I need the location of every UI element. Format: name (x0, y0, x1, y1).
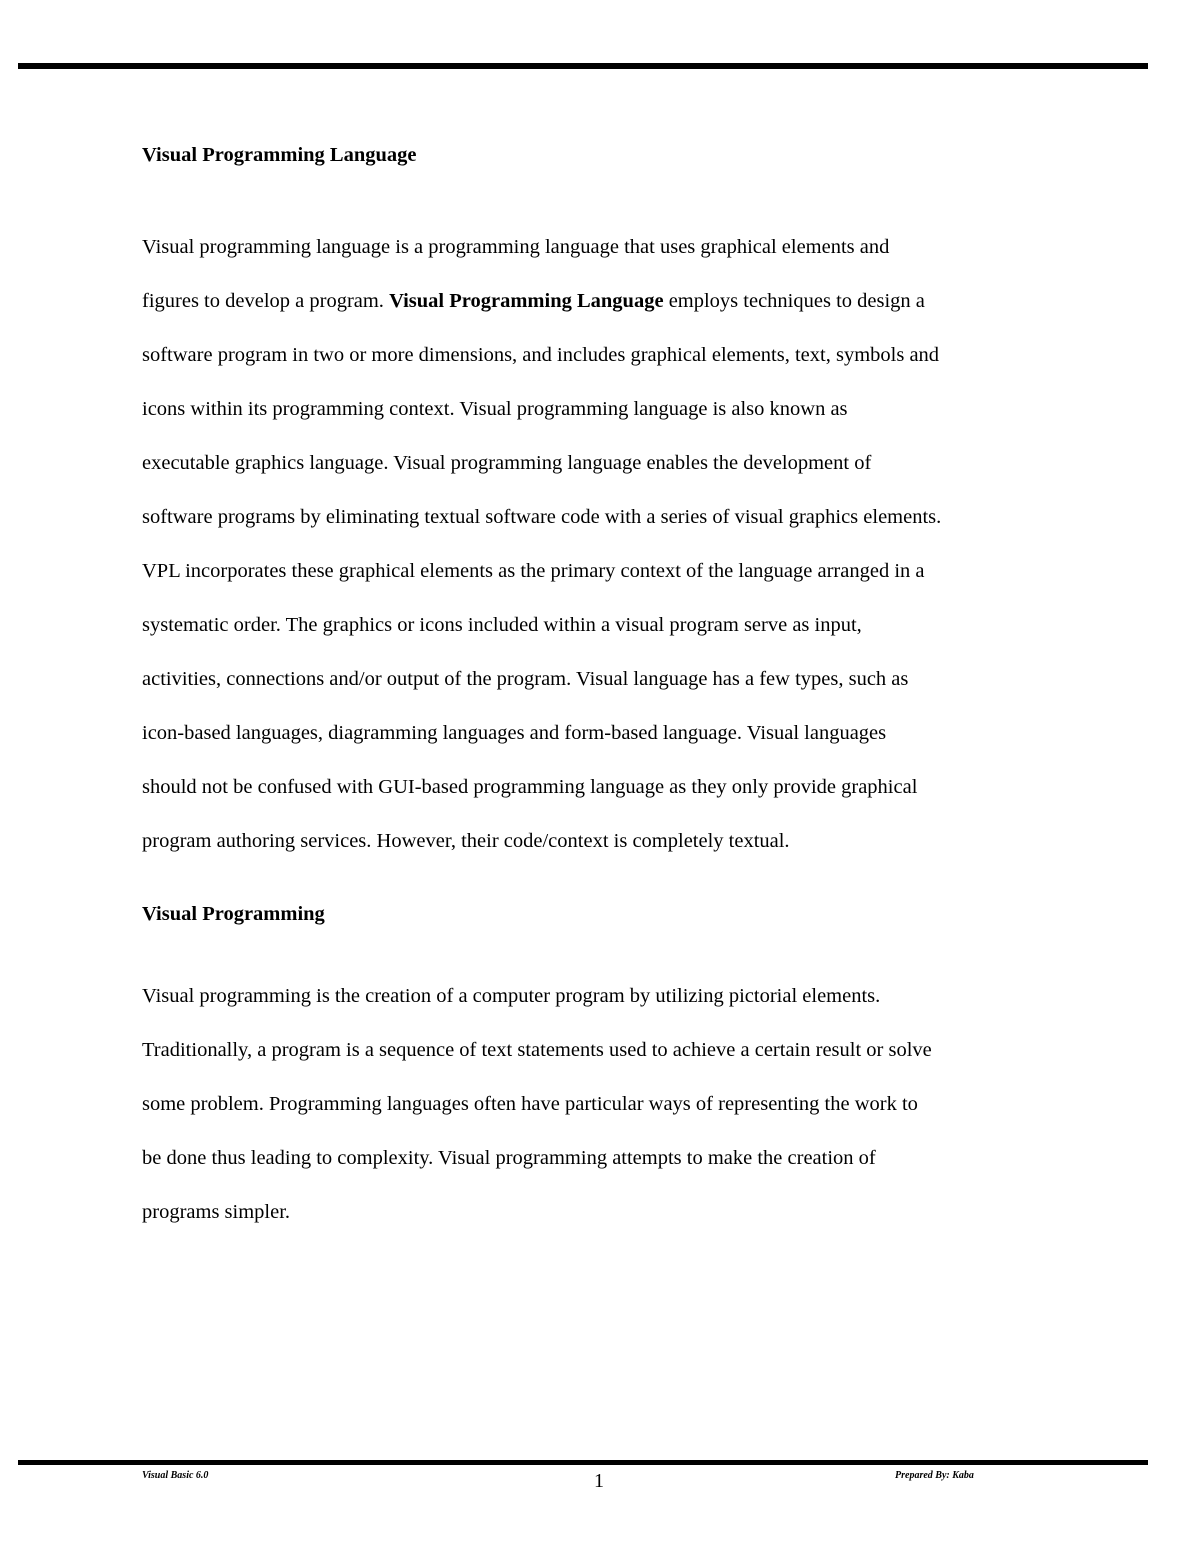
paragraph-line: be done thus leading to complexity. Visual programming attempts to make the creation of (142, 1147, 876, 1169)
paragraph-line (142, 598, 1072, 652)
paragraph-line: Traditionally, a program is a sequence of text statements used to achieve a certain result or solve (142, 1039, 932, 1061)
paragraph-line (142, 328, 1072, 382)
section-heading-visual-programming-language: Visual Programming Language (142, 144, 417, 166)
text-run: executable graphics language. Visual programming language enables the development of (142, 452, 872, 474)
text-run: software program in two or more dimensions, and includes graphical elements, text, symbols and (142, 344, 940, 366)
paragraph-line (142, 706, 1072, 760)
header-rule (18, 63, 1148, 69)
section-heading-visual-programming: Visual Programming (142, 903, 325, 925)
text-run: systematic order. The graphics or icons included within a visual program serve as input, (142, 614, 862, 636)
text-run: activities, connections and/or output of the program. Visual language has a few types, such as (142, 668, 909, 690)
page-number: 1 (594, 1470, 604, 1492)
text-run: figures to develop a program. (142, 290, 390, 312)
text-run: program authoring services. However, their code/context is completely textual. (142, 830, 790, 852)
text-run: should not be confused with GUI-based programming language as they only provide graphical (142, 776, 918, 798)
paragraph-line (142, 490, 1072, 544)
text-run: Visual programming language is a programming language that uses graphical elements and (142, 236, 890, 258)
document-body (142, 138, 1072, 1223)
paragraph-line (142, 814, 1072, 868)
footer-right-text: Prepared By: Kaba (895, 1470, 974, 1481)
paragraph-line: Visual programming is the creation of a computer program by utilizing pictorial elements. (142, 985, 881, 1007)
paragraph-line (142, 652, 1072, 706)
paragraph-visual-programming-language (142, 220, 1072, 868)
paragraph-line (142, 544, 1072, 598)
bold-term: Visual Programming Language (389, 290, 664, 312)
paragraph-line (142, 220, 1072, 274)
paragraph-line (142, 436, 1072, 490)
paragraph-line: some problem. Programming languages often have particular ways of representing the work to (142, 1093, 918, 1115)
paragraph-line: programs simpler. (142, 1201, 291, 1223)
paragraph-line (142, 760, 1072, 814)
paragraph-visual-programming (142, 969, 932, 1239)
text-run: software programs by eliminating textual software code with a series of visual graphics elements. (142, 506, 942, 528)
text-run: employs techniques to design a (663, 290, 925, 312)
text-run: icons within its programming context. Visual programming language is also known as (142, 398, 848, 420)
paragraph-line (142, 274, 1072, 328)
text-run: icon-based languages, diagramming languages and form-based language. Visual languages (142, 722, 887, 744)
footer-rule (18, 1460, 1148, 1465)
text-run: VPL incorporates these graphical elements as the primary context of the language arranged in a (142, 560, 925, 582)
paragraph-line (142, 382, 1072, 436)
footer-left-text: Visual Basic 6.0 (142, 1470, 209, 1481)
